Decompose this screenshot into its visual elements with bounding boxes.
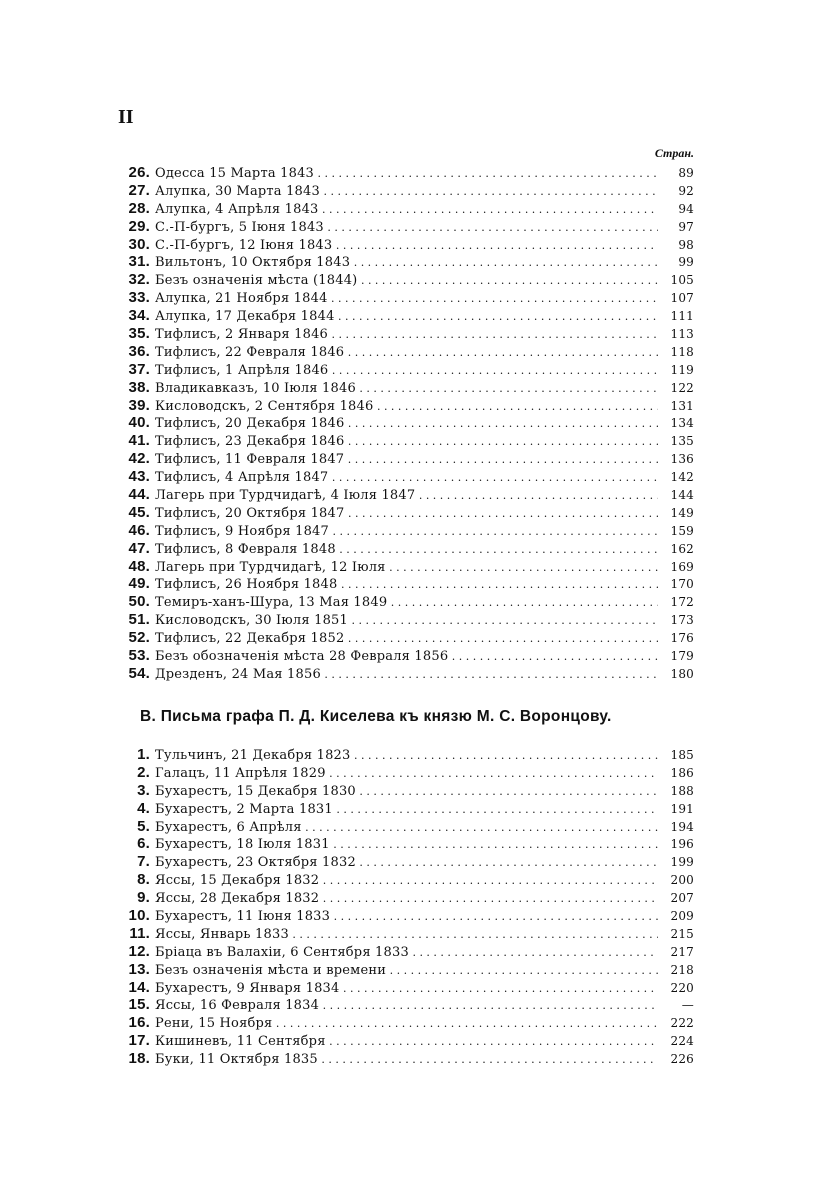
entry-page-number: 94: [678, 201, 694, 216]
entry-title: Тифлисъ, 2 Января 1846 . . .: [155, 326, 658, 344]
entry-number: 34.: [128, 307, 150, 325]
toc-entry: [116, 629, 694, 647]
entry-page-number: 118: [670, 344, 694, 359]
toc-entry: [116, 764, 694, 782]
entry-number: 7.: [137, 853, 150, 871]
entry-page-number: 196: [670, 837, 694, 852]
entry-number: 26.: [128, 164, 150, 181]
entry-page-number: 98: [678, 237, 694, 252]
toc-entry: [116, 1050, 694, 1068]
entry-page-number: 217: [670, 944, 694, 959]
entry-title: Тифлисъ, 20 Декабря 1846 . . .: [155, 415, 658, 433]
entry-page-number: 111: [670, 309, 694, 324]
entry-page-number: 199: [670, 855, 694, 870]
toc-entry: [116, 504, 694, 522]
toc-entry: [116, 236, 694, 254]
entry-number: 2.: [137, 763, 150, 781]
entry-number: 50.: [128, 593, 150, 611]
entry-page-number: 107: [670, 291, 694, 306]
toc-entry: [116, 486, 694, 504]
entry-title: Тифлисъ, 22 Февраля 1846 . . .: [155, 344, 658, 362]
entry-title: Тульчинъ, 21 Декабря 1823 . . .: [155, 747, 658, 765]
entry-title: Кишиневъ, 11 Сентября . . .: [155, 1033, 658, 1051]
entry-title: Безъ означенія мѣста (1844) . . .: [155, 272, 658, 290]
entry-title: Бухарестъ, 18 Іюля 1831 . . .: [155, 836, 658, 854]
entry-number: 4.: [137, 799, 150, 817]
toc-entry: [116, 397, 694, 415]
entry-page-number: 122: [670, 380, 694, 395]
entry-page-number: 169: [670, 559, 694, 574]
toc-entry: [116, 182, 694, 200]
entry-page-number: 142: [670, 470, 694, 485]
entry-number: 48.: [128, 557, 150, 575]
entry-number: 27.: [128, 181, 150, 199]
toc-entry: [116, 558, 694, 576]
entry-number: 14.: [128, 978, 150, 996]
entry-title: Бухарестъ, 2 Марта 1831 . . .: [155, 801, 658, 819]
entry-title: Тифлисъ, 26 Ноября 1848 . . .: [155, 576, 658, 594]
entry-number: 35.: [128, 325, 150, 343]
entry-number: 42.: [128, 450, 150, 468]
toc-entry: [116, 575, 694, 593]
toc-list-section-b: [116, 746, 694, 1068]
toc-entry: [116, 218, 694, 236]
entry-page-number: 162: [670, 541, 694, 556]
entry-page-number: 185: [670, 748, 694, 762]
toc-entry: [116, 522, 694, 540]
entry-title: Алупка, 21 Ноября 1844 . . .: [155, 290, 658, 308]
entry-page-number: 180: [670, 666, 694, 681]
entry-title: Одесса 15 Марта 1843 . . .: [155, 165, 658, 183]
entry-title: Бухарестъ, 9 Января 1834 . . .: [155, 980, 658, 998]
entry-page-number: 159: [670, 523, 694, 538]
entry-page-number: 134: [670, 416, 694, 431]
entry-page-number: 207: [670, 891, 694, 906]
toc-entry: [116, 432, 694, 450]
entry-title: Алупка, 4 Апрѣля 1843 . . .: [155, 201, 658, 219]
toc-entry: [116, 907, 694, 925]
entry-number: 3.: [137, 781, 150, 799]
toc-entry: [116, 271, 694, 289]
toc-entry: [116, 611, 694, 629]
entry-page-number: 149: [670, 505, 694, 520]
toc-entry: [116, 343, 694, 361]
toc-entry: [116, 943, 694, 961]
toc-entry: [116, 647, 694, 665]
entry-page-number: 99: [678, 255, 694, 270]
entry-number: 17.: [128, 1032, 150, 1050]
entry-page-number: 220: [670, 980, 694, 995]
entry-title: Бріаца въ Валахіи, 6 Сентября 1833 . . .: [155, 944, 658, 962]
entry-number: 44.: [128, 486, 150, 504]
entry-page-number: 172: [670, 595, 694, 610]
entry-number: 18.: [128, 1050, 150, 1068]
entry-title: Бухарестъ, 23 Октября 1832 . . .: [155, 854, 658, 872]
entry-number: 28.: [128, 199, 150, 217]
toc-entry: [116, 800, 694, 818]
entry-page-number: 188: [670, 783, 694, 798]
entry-title: Лагерь при Турдчидагѣ, 4 Іюля 1847 . . .: [155, 487, 658, 505]
entry-title: Алупка, 30 Марта 1843 . . .: [155, 183, 658, 201]
entry-title: Тифлисъ, 9 Ноября 1847 . . .: [155, 523, 658, 541]
entry-title: Тифлисъ, 8 Февраля 1848 . . .: [155, 541, 658, 559]
entry-title: Владикавказъ, 10 Іюля 1846 . . .: [155, 380, 658, 398]
entry-title: Тифлисъ, 11 Февраля 1847 . . .: [155, 451, 658, 469]
entry-page-number: 119: [670, 362, 694, 377]
entry-number: 12.: [128, 942, 150, 960]
toc-entry: [116, 871, 694, 889]
entry-page-number: 105: [670, 273, 694, 288]
entry-title: Кисловодскъ, 2 Сентября 1846 . . .: [155, 398, 658, 416]
entry-number: 41.: [128, 432, 150, 450]
entry-number: 40.: [128, 414, 150, 432]
entry-title: С.-П-бургъ, 5 Іюня 1843 . . .: [155, 219, 658, 237]
entry-page-number: 186: [670, 765, 694, 780]
entry-number: 1.: [137, 746, 150, 763]
entry-page-number: 224: [670, 1034, 694, 1049]
toc-entry: [116, 996, 694, 1014]
entry-page-number: 92: [678, 183, 694, 198]
toc-entry: [116, 379, 694, 397]
entry-page-number: 131: [670, 398, 694, 413]
entry-title: Кисловодскъ, 30 Іюля 1851 . . .: [155, 612, 658, 630]
entry-title: Вильтонъ, 10 Октября 1843 . . .: [155, 254, 658, 272]
entry-page-number: 113: [670, 327, 694, 342]
entry-title: Тифлисъ, 1 Апрѣля 1846 . . .: [155, 362, 658, 380]
entry-title: Яссы, 15 Декабря 1832 . . .: [155, 872, 658, 890]
toc-entry: [116, 540, 694, 558]
entry-title: Яссы, 16 Февраля 1834 . . .: [155, 997, 658, 1015]
toc-entry: [116, 361, 694, 379]
entry-number: 43.: [128, 468, 150, 486]
entry-title: Лагерь при Турдчидагѣ, 12 Іюля . . .: [155, 559, 658, 577]
entry-number: 11.: [129, 924, 150, 942]
entry-title: Тифлисъ, 22 Декабря 1852 . . .: [155, 630, 658, 648]
toc-entry: [116, 253, 694, 271]
entry-page-number: 209: [670, 909, 694, 924]
toc-entry: [116, 289, 694, 307]
entry-title: Тифлисъ, 23 Декабря 1846 . . .: [155, 433, 658, 451]
entry-number: 30.: [128, 235, 150, 253]
entry-page-number: 144: [670, 488, 694, 503]
toc-entry: [116, 665, 694, 683]
entry-title: Галацъ, 11 Апрѣля 1829 . . .: [155, 765, 658, 783]
entry-page-number: 215: [670, 926, 694, 941]
entry-number: 5.: [137, 817, 150, 835]
toc-entry: [116, 925, 694, 943]
entry-number: 54.: [128, 664, 150, 682]
section-b-heading: В. Письма графа П. Д. Киселева къ князю М. С. Воронцову.: [140, 708, 612, 725]
entry-page-number: 222: [670, 1016, 694, 1031]
entry-number: 16.: [128, 1014, 150, 1032]
entry-page-number: 194: [670, 819, 694, 834]
entry-title: Тифлисъ, 4 Апрѣля 1847 . . .: [155, 469, 658, 487]
entry-number: 36.: [128, 342, 150, 360]
entry-title: Буки, 11 Октября 1835 . . .: [155, 1051, 658, 1069]
entry-title: Бухарестъ, 6 Апрѣля . . .: [155, 819, 658, 837]
entry-title: Алупка, 17 Декабря 1844 . . .: [155, 308, 658, 326]
entry-number: 39.: [128, 396, 150, 414]
toc-entry: [116, 818, 694, 836]
entry-title: Бухарестъ, 11 Іюня 1833 . . .: [155, 908, 658, 926]
entry-number: 37.: [128, 360, 150, 378]
entry-page-number: 97: [678, 219, 694, 234]
entry-title: Яссы, 28 Декабря 1832 . . .: [155, 890, 658, 908]
entry-page-number: 89: [678, 166, 694, 180]
entry-number: 15.: [128, 996, 150, 1014]
toc-entry: [116, 325, 694, 343]
entry-number: 49.: [128, 575, 150, 593]
entry-title: Рени, 15 Ноября . . .: [155, 1015, 658, 1033]
toc-entry: [116, 835, 694, 853]
entry-number: 32.: [128, 271, 150, 289]
toc-entry: [116, 307, 694, 325]
toc-entry: [116, 1014, 694, 1032]
toc-entry: [116, 979, 694, 997]
entry-page-number: 200: [670, 873, 694, 888]
entry-number: 47.: [128, 539, 150, 557]
entry-title: Тифлисъ, 20 Октября 1847 . . .: [155, 505, 658, 523]
toc-entry: [116, 593, 694, 611]
toc-entry: [116, 200, 694, 218]
entry-page-number: 176: [670, 631, 694, 646]
entry-number: 45.: [128, 503, 150, 521]
entry-page-number: —: [681, 998, 694, 1013]
entry-page-number: 135: [670, 434, 694, 449]
toc-list-section-a: [116, 164, 694, 683]
toc-entry: [116, 450, 694, 468]
page-column-header: Стран.: [654, 146, 694, 160]
entry-number: 46.: [128, 521, 150, 539]
entry-number: 31.: [128, 253, 150, 271]
entry-number: 8.: [137, 871, 150, 889]
entry-number: 38.: [128, 378, 150, 396]
entry-number: 52.: [128, 629, 150, 647]
toc-entry: [116, 746, 694, 764]
entry-title: Бухарестъ, 15 Декабря 1830 . . .: [155, 783, 658, 801]
entry-page-number: 179: [670, 649, 694, 664]
entry-number: 13.: [128, 960, 150, 978]
entry-page-number: 136: [670, 452, 694, 467]
toc-entry: [116, 468, 694, 486]
entry-title: Безъ означенія мѣста и времени . . .: [155, 962, 658, 980]
entry-page-number: 226: [670, 1052, 694, 1067]
entry-page-number: 173: [670, 613, 694, 628]
entry-page-number: 218: [670, 962, 694, 977]
entry-page-number: 170: [670, 577, 694, 592]
entry-title: Безъ обозначенія мѣста 28 Февраля 1856 . . .: [155, 648, 658, 666]
entry-number: 10.: [128, 907, 150, 925]
entry-number: 29.: [128, 217, 150, 235]
entry-page-number: 191: [670, 801, 694, 816]
entry-number: 51.: [128, 611, 150, 629]
entry-number: 9.: [137, 889, 150, 907]
entry-title: Дрезденъ, 24 Мая 1856 . . .: [155, 666, 658, 684]
toc-entry: [116, 961, 694, 979]
entry-number: 53.: [128, 647, 150, 665]
entry-number: 33.: [128, 289, 150, 307]
page-folio: II: [118, 106, 134, 128]
toc-entry: [116, 414, 694, 432]
toc-entry: [116, 889, 694, 907]
toc-entry: [116, 164, 694, 182]
entry-title: Темиръ-ханъ-Шура, 13 Мая 1849 . . .: [155, 594, 658, 612]
entry-number: 6.: [137, 835, 150, 853]
entry-title: Яссы, Январь 1833 . . .: [155, 926, 658, 944]
toc-entry: [116, 1032, 694, 1050]
toc-entry: [116, 853, 694, 871]
toc-entry: [116, 782, 694, 800]
entry-title: С.-П-бургъ, 12 Іюня 1843 . . .: [155, 237, 658, 255]
